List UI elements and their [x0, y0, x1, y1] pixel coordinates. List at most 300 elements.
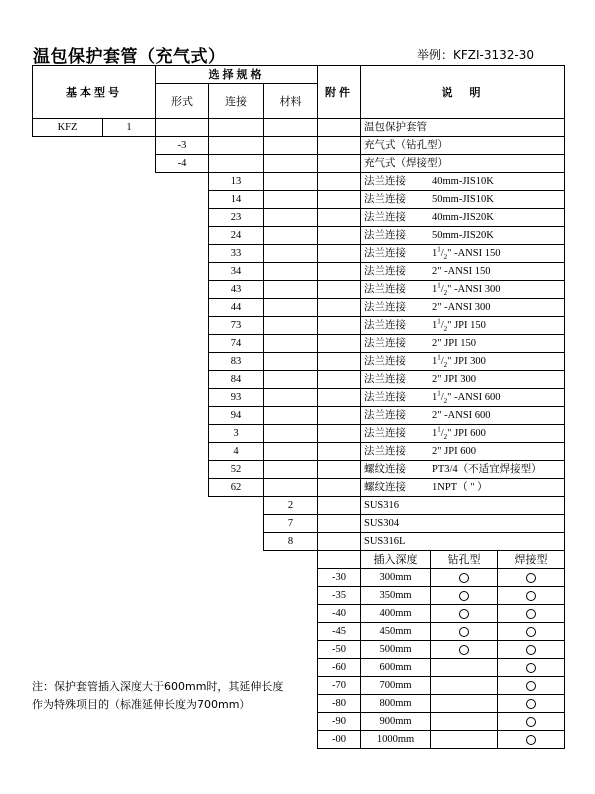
blank-cell	[103, 605, 156, 623]
note-line: 注：保护套管插入深度大于600mm时，其延伸长度	[32, 680, 284, 693]
blank-cell	[156, 191, 209, 209]
drill-mark-cell	[431, 659, 498, 677]
basic-model-header: 基本型号	[33, 66, 156, 119]
depth-value-cell: 400mm	[361, 605, 431, 623]
blank-cell	[156, 587, 209, 605]
empty-cell	[318, 155, 361, 173]
blank-cell	[33, 569, 103, 587]
table-row	[33, 497, 565, 515]
blank-cell	[33, 155, 103, 173]
description-cell	[361, 173, 565, 191]
depth-value-cell: 1000mm	[361, 731, 431, 749]
weld-mark-cell	[498, 587, 565, 605]
blank-cell	[33, 245, 103, 263]
blank-cell	[33, 371, 103, 389]
blank-cell	[33, 173, 103, 191]
connection-spec	[432, 425, 486, 442]
spec-numerator: 1	[437, 317, 441, 326]
empty-cell	[264, 155, 318, 173]
connection-type: 法兰连接	[364, 176, 406, 187]
spec-numerator: 1	[437, 353, 441, 362]
table-row	[33, 209, 565, 227]
connection-code-cell: 73	[209, 317, 264, 335]
blank-cell	[33, 731, 103, 749]
empty-cell	[318, 191, 361, 209]
blank-cell	[33, 713, 103, 731]
empty-cell	[318, 317, 361, 335]
blank-cell	[103, 497, 156, 515]
blank-cell	[264, 623, 318, 641]
depth-code-cell: -80	[318, 695, 361, 713]
connection-spec	[432, 317, 486, 334]
connection-type: 法兰连接	[364, 302, 406, 313]
applicable-mark-icon	[526, 717, 536, 727]
table-row	[33, 479, 565, 497]
blank-cell	[156, 281, 209, 299]
empty-cell	[318, 299, 361, 317]
depth-code-cell: -50	[318, 641, 361, 659]
blank-cell	[33, 317, 103, 335]
blank-cell	[103, 569, 156, 587]
blank-cell	[209, 587, 264, 605]
table-row	[33, 173, 565, 191]
blank-cell	[156, 353, 209, 371]
blank-cell	[209, 623, 264, 641]
empty-cell	[264, 443, 318, 461]
model-selection-table	[32, 65, 565, 749]
connection-code-cell: 24	[209, 227, 264, 245]
blank-cell	[103, 281, 156, 299]
blank-cell	[156, 443, 209, 461]
description-cell	[361, 263, 565, 281]
table-row	[33, 461, 565, 479]
blank-cell	[33, 605, 103, 623]
blank-cell	[156, 371, 209, 389]
drill-mark-cell	[431, 731, 498, 749]
blank-cell	[156, 641, 209, 659]
blank-cell	[209, 605, 264, 623]
spec-denominator: 2	[443, 361, 448, 370]
connection-code-cell: 33	[209, 245, 264, 263]
weld-mark-cell	[498, 695, 565, 713]
blank-cell	[103, 389, 156, 407]
blank-cell	[103, 713, 156, 731]
weld-mark-cell	[498, 569, 565, 587]
spec-denominator: 2	[443, 289, 448, 298]
base-code-cell: 1	[103, 119, 156, 137]
connection-type: 法兰连接	[364, 284, 406, 295]
blank-cell	[103, 551, 156, 569]
table-row	[33, 317, 565, 335]
applicable-mark-icon	[526, 735, 536, 745]
depth-value-cell: 350mm	[361, 587, 431, 605]
empty-cell	[318, 335, 361, 353]
table-row	[33, 245, 565, 263]
table-row	[33, 515, 565, 533]
weld-mark-cell	[498, 731, 565, 749]
table-row	[33, 119, 565, 137]
connection-spec: 2" JPI 600	[432, 446, 476, 457]
table-row	[33, 335, 565, 353]
blank-cell	[156, 497, 209, 515]
blank-cell	[33, 281, 103, 299]
empty-cell	[318, 227, 361, 245]
table-row	[33, 551, 565, 569]
description-cell: 温包保护套管	[361, 119, 565, 137]
empty-cell	[264, 227, 318, 245]
connection-spec: 1NPT（ " ）	[432, 482, 488, 493]
blank-cell	[209, 497, 264, 515]
blank-cell	[156, 569, 209, 587]
blank-cell	[33, 587, 103, 605]
empty-cell	[264, 173, 318, 191]
blank-cell	[33, 209, 103, 227]
empty-cell	[209, 155, 264, 173]
note	[32, 678, 283, 714]
empty-cell	[318, 551, 361, 569]
connection-code-cell: 52	[209, 461, 264, 479]
blank-cell	[209, 731, 264, 749]
form-code-cell: -4	[156, 155, 209, 173]
depth-value-cell: 450mm	[361, 623, 431, 641]
empty-cell	[318, 389, 361, 407]
description-cell: SUS316L	[361, 533, 565, 551]
spec-whole: 1	[432, 320, 438, 331]
spec-whole: 1	[432, 392, 438, 403]
spec-whole: 1	[432, 428, 438, 439]
spec-fraction-slash: /	[440, 284, 444, 295]
empty-cell	[318, 281, 361, 299]
table-row	[33, 353, 565, 371]
blank-cell	[156, 605, 209, 623]
description-cell	[361, 461, 565, 479]
drill-mark-cell	[431, 587, 498, 605]
blank-cell	[103, 191, 156, 209]
description-cell	[361, 425, 565, 443]
depth-code-cell: -45	[318, 623, 361, 641]
connection-type: 法兰连接	[364, 230, 406, 241]
blank-cell	[33, 551, 103, 569]
spec-denominator: 2	[443, 397, 448, 406]
spec-fraction-slash: /	[440, 320, 444, 331]
connection-spec: 50mm-JIS20K	[432, 230, 494, 241]
spec-numerator: 1	[437, 245, 441, 254]
weld-mark-cell	[498, 623, 565, 641]
empty-cell	[318, 443, 361, 461]
connection-type: 法兰连接	[364, 320, 406, 331]
applicable-mark-icon	[526, 645, 536, 655]
connection-code-cell: 3	[209, 425, 264, 443]
blank-cell	[264, 569, 318, 587]
blank-cell	[103, 353, 156, 371]
blank-cell	[209, 569, 264, 587]
empty-cell	[264, 299, 318, 317]
table-row	[33, 425, 565, 443]
description-cell	[361, 335, 565, 353]
blank-cell	[33, 263, 103, 281]
blank-cell	[103, 263, 156, 281]
connection-type: 法兰连接	[364, 194, 406, 205]
connection-code-cell: 74	[209, 335, 264, 353]
empty-cell	[264, 245, 318, 263]
depth-value-cell: 500mm	[361, 641, 431, 659]
spec-numerator: 1	[437, 425, 441, 434]
drill-mark-cell	[431, 605, 498, 623]
blank-cell	[103, 533, 156, 551]
connection-type: 螺纹连接	[364, 482, 406, 493]
table-row	[33, 155, 565, 173]
connection-spec: 2" -ANSI 150	[432, 266, 491, 277]
connection-type: 法兰连接	[364, 446, 406, 457]
blank-cell	[156, 245, 209, 263]
empty-cell	[264, 335, 318, 353]
blank-cell	[156, 659, 209, 677]
blank-cell	[156, 227, 209, 245]
blank-cell	[33, 461, 103, 479]
blank-cell	[209, 515, 264, 533]
blank-cell	[103, 335, 156, 353]
depth-value-cell: 900mm	[361, 713, 431, 731]
empty-cell	[264, 407, 318, 425]
material-code-cell: 7	[264, 515, 318, 533]
blank-cell	[156, 425, 209, 443]
blank-cell	[264, 713, 318, 731]
blank-cell	[103, 209, 156, 227]
connection-code-cell: 4	[209, 443, 264, 461]
blank-cell	[103, 623, 156, 641]
connection-code-cell: 43	[209, 281, 264, 299]
table-row	[33, 713, 565, 731]
connection-type: 法兰连接	[364, 356, 406, 367]
connection-code-cell: 34	[209, 263, 264, 281]
empty-cell	[264, 425, 318, 443]
blank-cell	[103, 425, 156, 443]
depth-code-cell: -70	[318, 677, 361, 695]
empty-cell	[264, 479, 318, 497]
blank-cell	[103, 245, 156, 263]
connection-code-cell: 44	[209, 299, 264, 317]
connection-spec: 2" -ANSI 300	[432, 302, 491, 313]
applicable-mark-icon	[526, 681, 536, 691]
spec-rest: " JPI 150	[447, 320, 486, 331]
table-row	[33, 227, 565, 245]
connection-code-cell: 84	[209, 371, 264, 389]
spec-whole: 1	[432, 356, 438, 367]
spec-fraction-slash: /	[440, 392, 444, 403]
connection-spec: 2" -ANSI 600	[432, 410, 491, 421]
blank-cell	[209, 659, 264, 677]
connection-code-cell: 93	[209, 389, 264, 407]
table-row	[33, 371, 565, 389]
empty-cell	[264, 353, 318, 371]
connection-spec	[432, 281, 501, 298]
note-line: 作为特殊项目的（标准延伸长度为700mm）	[32, 698, 251, 711]
blank-cell	[103, 137, 156, 155]
blank-cell	[156, 317, 209, 335]
empty-cell	[264, 119, 318, 137]
spec-denominator: 2	[443, 433, 448, 442]
blank-cell	[156, 479, 209, 497]
material-code-cell: 8	[264, 533, 318, 551]
blank-cell	[33, 227, 103, 245]
description-cell	[361, 407, 565, 425]
connection-spec: 50mm-JIS10K	[432, 194, 494, 205]
empty-cell	[156, 119, 209, 137]
empty-cell	[264, 263, 318, 281]
connection-type: 法兰连接	[364, 374, 406, 385]
empty-cell	[318, 119, 361, 137]
drill-mark-cell	[431, 569, 498, 587]
empty-cell	[318, 173, 361, 191]
description-cell: 充气式（焊接型）	[361, 155, 565, 173]
applicable-mark-icon	[526, 573, 536, 583]
depth-value-cell: 800mm	[361, 695, 431, 713]
description-cell	[361, 389, 565, 407]
blank-cell	[33, 407, 103, 425]
empty-cell	[318, 515, 361, 533]
blank-cell	[103, 461, 156, 479]
blank-cell	[103, 155, 156, 173]
connection-type: 法兰连接	[364, 410, 406, 421]
description-cell	[361, 371, 565, 389]
applicable-mark-icon	[526, 627, 536, 637]
connection-spec: 40mm-JIS10K	[432, 176, 494, 187]
blank-cell	[33, 479, 103, 497]
blank-cell	[103, 479, 156, 497]
empty-cell	[264, 191, 318, 209]
blank-cell	[103, 173, 156, 191]
applicable-mark-icon	[459, 591, 469, 601]
empty-cell	[264, 317, 318, 335]
table-row	[33, 605, 565, 623]
connection-type: 法兰连接	[364, 392, 406, 403]
spec-rest: " -ANSI 300	[447, 284, 501, 295]
blank-cell	[33, 191, 103, 209]
depth-value-cell: 600mm	[361, 659, 431, 677]
empty-cell	[318, 353, 361, 371]
blank-cell	[33, 137, 103, 155]
spec-numerator: 1	[437, 389, 441, 398]
spec-numerator: 1	[437, 281, 441, 290]
blank-cell	[156, 731, 209, 749]
form-code-cell: -3	[156, 137, 209, 155]
blank-cell	[103, 299, 156, 317]
description-cell	[361, 479, 565, 497]
description-cell	[361, 191, 565, 209]
connection-spec	[432, 389, 501, 406]
description-cell	[361, 299, 565, 317]
weld-mark-cell	[498, 641, 565, 659]
connection-code-cell: 83	[209, 353, 264, 371]
depth-code-cell: -40	[318, 605, 361, 623]
empty-cell	[318, 425, 361, 443]
empty-cell	[264, 209, 318, 227]
description-cell	[361, 227, 565, 245]
material-code-cell: 2	[264, 497, 318, 515]
blank-cell	[103, 317, 156, 335]
accessory-header: 附件	[318, 66, 361, 119]
connection-type: 螺纹连接	[364, 464, 406, 475]
blank-cell	[33, 443, 103, 461]
blank-cell	[33, 335, 103, 353]
blank-cell	[156, 515, 209, 533]
blank-cell	[103, 227, 156, 245]
applicable-mark-icon	[459, 609, 469, 619]
table-row	[33, 191, 565, 209]
blank-cell	[33, 533, 103, 551]
blank-cell	[103, 371, 156, 389]
blank-cell	[156, 461, 209, 479]
weld-mark-cell	[498, 677, 565, 695]
base-model-cell: KFZ	[33, 119, 103, 137]
description-cell	[361, 317, 565, 335]
empty-cell	[318, 209, 361, 227]
weld-type-header: 焊接型	[498, 551, 565, 569]
spec-rest: " JPI 600	[447, 428, 486, 439]
empty-cell	[264, 281, 318, 299]
blank-cell	[264, 659, 318, 677]
empty-cell	[264, 371, 318, 389]
empty-cell	[264, 137, 318, 155]
depth-code-cell: -35	[318, 587, 361, 605]
blank-cell	[33, 497, 103, 515]
drill-mark-cell	[431, 713, 498, 731]
blank-cell	[33, 389, 103, 407]
blank-cell	[33, 425, 103, 443]
connection-spec	[432, 245, 501, 262]
connection-spec: 40mm-JIS20K	[432, 212, 494, 223]
blank-cell	[209, 551, 264, 569]
connection-code-cell: 94	[209, 407, 264, 425]
blank-cell	[103, 407, 156, 425]
blank-cell	[103, 731, 156, 749]
blank-cell	[156, 713, 209, 731]
selection-spec-header: 选择规格	[156, 66, 318, 84]
blank-cell	[33, 623, 103, 641]
table-row	[33, 623, 565, 641]
description-cell: 充气式（钻孔型）	[361, 137, 565, 155]
empty-cell	[318, 137, 361, 155]
empty-cell	[318, 479, 361, 497]
depth-value-cell: 700mm	[361, 677, 431, 695]
table-row	[33, 731, 565, 749]
spec-fraction-slash: /	[440, 356, 444, 367]
blank-cell	[33, 641, 103, 659]
table-row	[33, 389, 565, 407]
table-row	[33, 659, 565, 677]
blank-cell	[103, 659, 156, 677]
blank-cell	[103, 515, 156, 533]
blank-cell	[156, 335, 209, 353]
blank-cell	[264, 551, 318, 569]
form-header: 形式	[156, 84, 209, 119]
blank-cell	[209, 713, 264, 731]
drill-mark-cell	[431, 695, 498, 713]
connection-code-cell: 14	[209, 191, 264, 209]
example-code: 举例：KFZI-3132-30	[417, 48, 535, 62]
empty-cell	[318, 407, 361, 425]
blank-cell	[103, 587, 156, 605]
blank-cell	[33, 353, 103, 371]
depth-code-cell: -00	[318, 731, 361, 749]
blank-cell	[209, 641, 264, 659]
depth-header: 插入深度	[361, 551, 431, 569]
empty-cell	[209, 137, 264, 155]
empty-cell	[209, 119, 264, 137]
blank-cell	[156, 623, 209, 641]
table-row	[33, 641, 565, 659]
empty-cell	[318, 461, 361, 479]
